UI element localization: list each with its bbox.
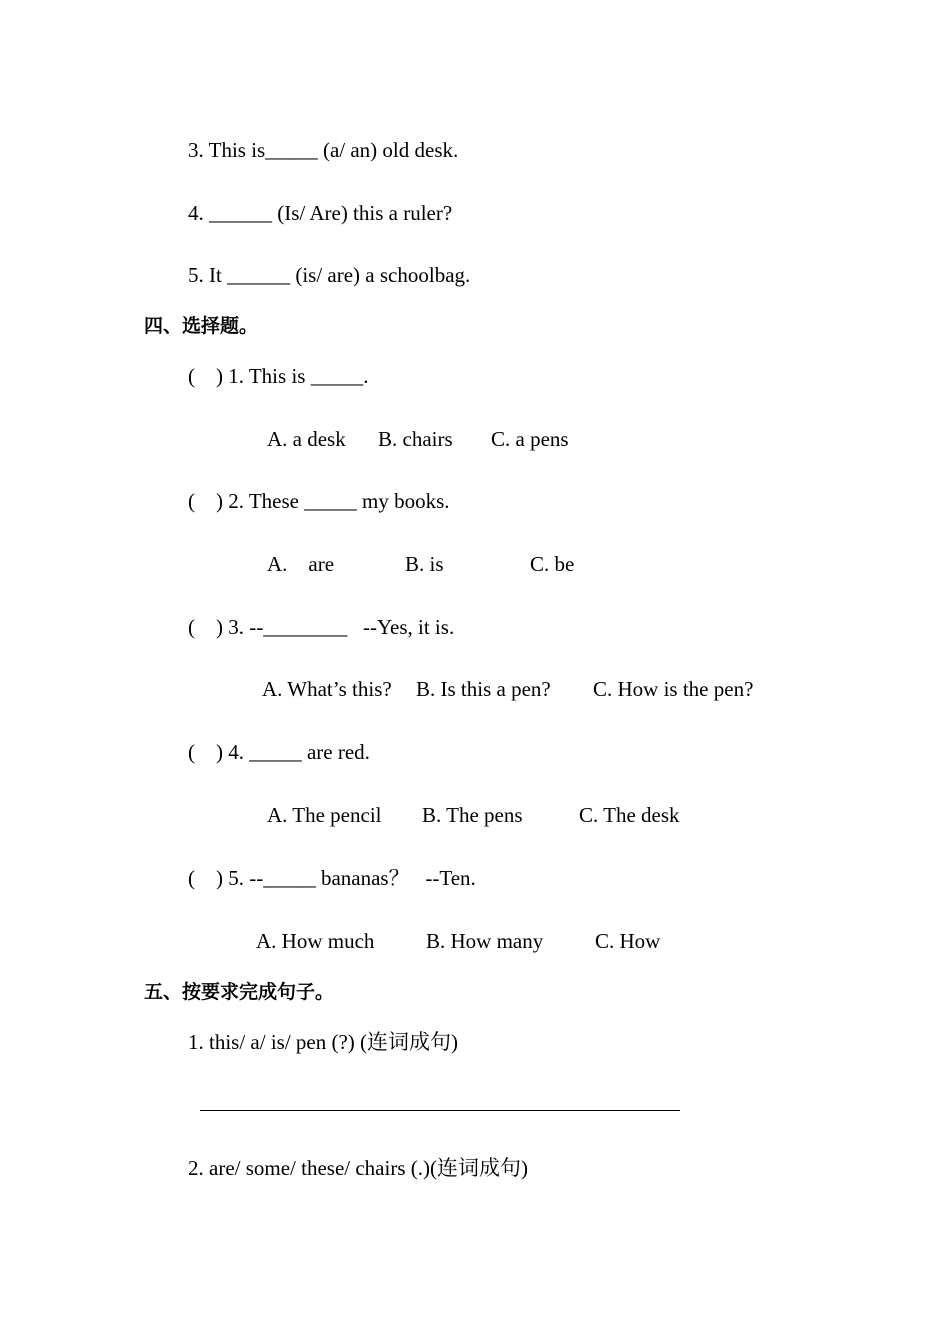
question-2-stem: ( ) 2. These _____ my books. — [188, 489, 450, 513]
sentence-item-1: 1. this/ a/ is/ pen (?) (连词成句) — [188, 1030, 459, 1054]
question-2-option-c: C. be — [530, 552, 575, 576]
question-4-stem: ( ) 4. _____ are red. — [188, 740, 370, 764]
question-4-option-a: A. The pencil — [267, 803, 382, 827]
question-5-stem: ( ) 5. --_____ bananas？ --Ten. — [188, 866, 476, 890]
question-2-option-b: B. is — [405, 552, 444, 576]
question-2-option-a: A. are — [267, 552, 335, 576]
answer-blank-line[interactable] — [200, 1110, 680, 1111]
question-4-option-c: C. The desk — [579, 803, 680, 827]
question-3-stem: ( ) 3. --________ --Yes, it is. — [188, 615, 455, 639]
question-3-option-c: C. How is the pen? — [593, 677, 754, 701]
fill-item-5: 5. It ______ (is/ are) a schoolbag. — [188, 263, 471, 287]
sentence-item-2: 2. are/ some/ these/ chairs (.)(连词成句) — [188, 1156, 528, 1180]
question-4-option-b: B. The pens — [422, 803, 523, 827]
section-5-heading: 五、按要求完成句子。 — [144, 981, 335, 1003]
question-5-option-c: C. How — [595, 929, 661, 953]
section-4-heading: 四、选择题。 — [144, 315, 259, 337]
fill-item-3: 3. This is_____ (a/ an) old desk. — [188, 138, 459, 162]
question-1-option-b: B. chairs — [378, 427, 453, 451]
question-1-stem: ( ) 1. This is _____. — [188, 364, 369, 388]
question-1-option-a: A. a desk — [267, 427, 346, 451]
question-3-option-a: A. What’s this? — [262, 677, 392, 701]
question-5-option-b: B. How many — [426, 929, 544, 953]
question-3-option-b: B. Is this a pen? — [416, 677, 551, 701]
question-5-option-a: A. How much — [256, 929, 375, 953]
question-1-option-c: C. a pens — [491, 427, 569, 451]
fill-item-4: 4. ______ (Is/ Are) this a ruler? — [188, 201, 453, 225]
